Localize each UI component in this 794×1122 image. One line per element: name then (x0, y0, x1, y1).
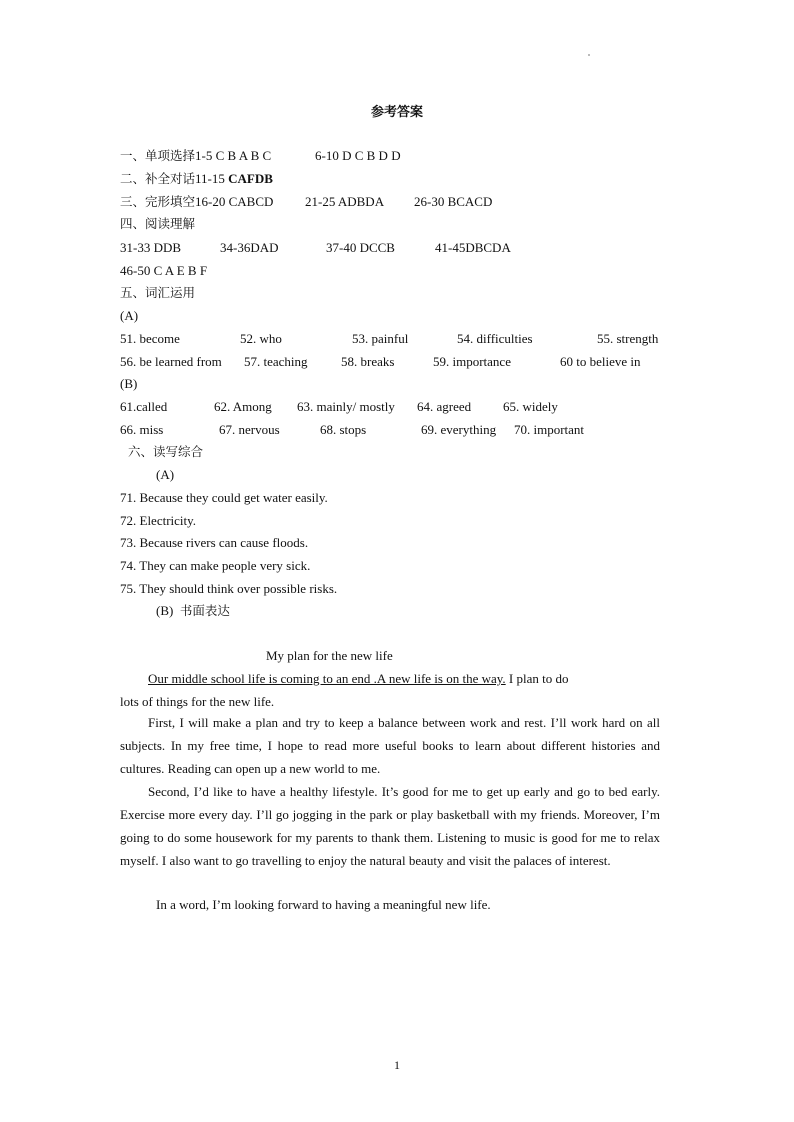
answer-70: 70. important (514, 422, 585, 437)
answer-62: 62. Among (214, 399, 272, 414)
answers-6-10: 6-10 D C B D D (315, 148, 401, 163)
section-1-line (120, 148, 271, 164)
answer-56: 56. be learned from (120, 354, 222, 369)
essay-title: My plan for the new life (266, 648, 393, 663)
scan-speck (588, 54, 590, 56)
essay-paragraph-3: Second, I’d like to have a healthy lifestyle. It’s good for me to get up early and go to bed early. Exercise more every day. I’ll go jogging in the park or play basketball with my friends. Moreover, I’m going to do some housework for my parents to thank them. Listening to music is good for me to relax myself. I also want to go travelling to enjoy the natural beauty and visit the palaces of interest. (120, 784, 660, 868)
section-3-line (120, 194, 273, 210)
essay-paragraph-4: In a word, I’m looking forward to having a meaningful new life. (156, 897, 491, 912)
essay-underlined-sentence: Our middle school life is coming to an end .A new life is on the way. (148, 671, 506, 686)
section-5a-label: (A) (120, 308, 139, 323)
essay-paragraph-1-line-1 (148, 671, 569, 687)
answer-60: 60 to believe in (560, 354, 641, 369)
answer-57: 57. teaching (244, 354, 308, 369)
answer-58: 58. breaks (341, 354, 395, 369)
answer-74: 74. They can make people very sick. (120, 558, 311, 573)
section-1-label: 一、单项选择 (120, 148, 196, 163)
answer-67: 67. nervous (219, 422, 280, 437)
answers-21-25: 21-25 ADBDA (305, 194, 385, 209)
answer-71: 71. Because they could get water easily. (120, 490, 328, 505)
section-5-label: 五、词汇运用 (120, 285, 196, 300)
section-6b-label: (B) (156, 603, 174, 618)
answer-63: 63. mainly/ mostly (297, 399, 395, 414)
answer-68: 68. stops (320, 422, 367, 437)
section-6b-title: 书面表达 (179, 603, 230, 618)
section-2-label: 二、补全对话 (120, 171, 196, 186)
answer-65: 65. widely (503, 399, 558, 414)
answer-52: 52. who (240, 331, 282, 346)
answer-51: 51. become (120, 331, 180, 346)
essay-p1-rest: I plan to do (505, 671, 569, 686)
answer-66: 66. miss (120, 422, 164, 437)
answer-55: 55. strength (597, 331, 659, 346)
answer-53: 53. painful (352, 331, 409, 346)
answers-37-40: 37-40 DCCB (326, 240, 395, 255)
answers-46-50: 46-50 C A E B F (120, 263, 208, 278)
page-number: 1 (394, 1058, 400, 1072)
answers-26-30: 26-30 BCACD (414, 194, 493, 209)
section-6-label: 六、读写综合 (128, 444, 204, 459)
answers-16-20: 16-20 CABCD (195, 194, 274, 209)
section-5b-label: (B) (120, 376, 138, 391)
answers-41-45: 41-45DBCDA (435, 240, 511, 255)
answer-73: 73. Because rivers can cause floods. (120, 535, 309, 550)
section-3-label: 三、完形填空 (120, 194, 196, 209)
answers-31-33: 31-33 DDB (120, 240, 182, 255)
essay-paragraph-1-line-2: lots of things for the new life. (120, 694, 275, 709)
answers-11-15: CAFDB (228, 171, 273, 186)
section-2-line (120, 171, 273, 187)
answer-69: 69. everything (421, 422, 497, 437)
essay-paragraph-2: First, I will make a plan and try to keep a balance between work and rest. I’ll work hard on all subjects. In my free time, I hope to read more useful books to learn about different histories and cultures. Reading can open up a new world to me. (120, 715, 660, 776)
answer-54: 54. difficulties (457, 331, 533, 346)
answer-59: 59. importance (433, 354, 511, 369)
answers-11-15-range: 11-15 (195, 171, 229, 186)
answers-1-5: 1-5 C B A B C (195, 148, 272, 163)
section-4-label: 四、阅读理解 (120, 216, 196, 231)
section-6a-label: (A) (156, 467, 175, 482)
section-6b-line (156, 603, 230, 619)
answer-72: 72. Electricity. (120, 513, 197, 528)
answer-75: 75. They should think over possible risks. (120, 581, 338, 596)
answer-61: 61.called (120, 399, 168, 414)
answer-64: 64. agreed (417, 399, 472, 414)
answers-34-36: 34-36DAD (220, 240, 279, 255)
page-title: 参考答案 (370, 105, 423, 120)
